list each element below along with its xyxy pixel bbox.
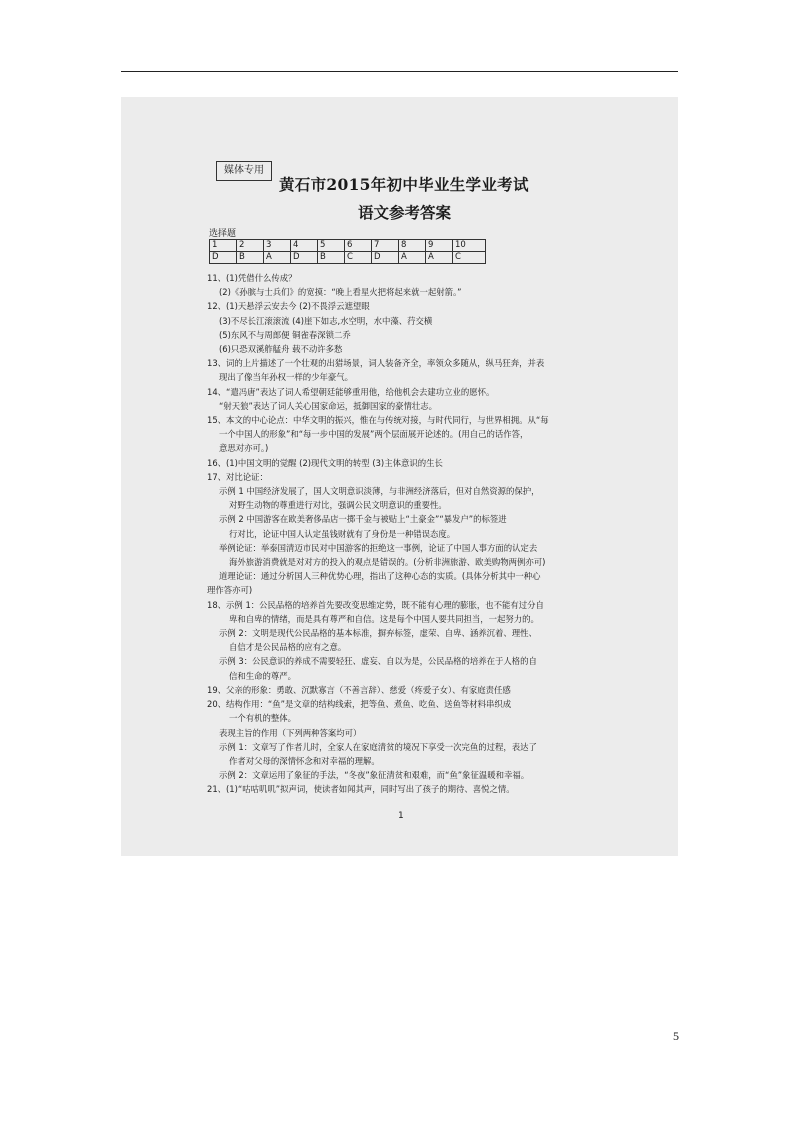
answer-line: 卑和自卑的情绪，而是具有尊严和自信。这是每个中国人要共同担当，一起努力的。 xyxy=(229,613,539,624)
mc-answer-row xyxy=(210,252,486,264)
mc-answer: A xyxy=(264,252,291,264)
header-rule xyxy=(121,71,678,72)
answer-line: 15、本文的中心论点：中华文明的振兴，惟在与传统对接，与时代同行，与世界相拥。从“每 xyxy=(207,415,549,426)
answer-line: 示例 2 中国游客在欧美奢侈品店一掷千金与被贴上“土豪金”“暴发户”的标签进 xyxy=(219,514,507,525)
answer-line: (5)东风不与周郎便 铜雀春深锁二乔 xyxy=(219,329,351,340)
answer-line: 举例论证：举泰国清迈市民对中国游客的拒绝这一事例，论证了中国人事方面的认定去 xyxy=(219,542,538,553)
mc-number: 10 xyxy=(453,240,486,252)
answer-line: (2)《孙膑与士兵们》的宽摸：“晚上看星火把将起来就一起射箭。” xyxy=(219,287,462,298)
answer-line: 示例 1：文章写了作者儿时，全家人在家庭清贫的境况下享受一次完鱼的过程，表达了 xyxy=(219,741,537,752)
answer-line: 作者对父母的深情怀念和对幸福的理解。 xyxy=(229,755,380,766)
answer-line: 示例 1 中国经济发展了，国人文明意识淡薄，与非洲经济落后，但对自然资源的保护， xyxy=(219,486,540,497)
answer-line: 21、(1)“咕咕叽叽”拟声词，使读者如闻其声，同时写出了孩子的期待、喜悦之情。 xyxy=(207,784,515,795)
mc-answer: D xyxy=(372,252,399,264)
mc-number: 5 xyxy=(318,240,345,252)
answer-line: 表现主旨的作用（下列两种答案均可） xyxy=(219,727,362,738)
answer-line: 意思对亦可。) xyxy=(219,443,269,454)
mc-number: 8 xyxy=(399,240,426,252)
answer-line: 12、(1)天悬浮云安去今 (2)不畏浮云遮望眼 xyxy=(207,301,370,312)
answer-line: 11、(1)凭借什么传成？ xyxy=(207,273,297,283)
answer-list xyxy=(207,271,677,797)
mc-number: 6 xyxy=(345,240,372,252)
multiple-choice-table xyxy=(209,239,486,264)
inner-page-number: 1 xyxy=(398,811,404,821)
mc-number-row xyxy=(210,240,486,252)
answer-line: 19、父亲的形象：勇敢、沉默寡言（不善言辞）、慈爱（疼爱子女）、有家庭责任感 xyxy=(207,684,511,695)
mc-number: 7 xyxy=(372,240,399,252)
answer-line: (6)只恐双溪舴艋舟 载不动许多愁 xyxy=(219,344,343,355)
answer-line: 道理论证：通过分析国人三种优势心理，指出了这种心态的实质。(具体分析其中一种心 xyxy=(219,571,541,582)
mc-number: 2 xyxy=(237,240,264,252)
mc-answer: D xyxy=(291,252,318,264)
exam-title: 黄石市2015年初中毕业生学业考试 xyxy=(279,175,529,194)
scanned-answer-sheet xyxy=(121,97,678,856)
mc-answer: C xyxy=(453,252,486,264)
answer-line: 海外旅游消费就是对对方的投入的观点是错误的。(分析非洲旅游、欧美购物两例亦可) xyxy=(229,557,546,568)
multiple-choice-label: 选择题 xyxy=(209,229,237,239)
mc-answer: A xyxy=(399,252,426,264)
mc-answer: B xyxy=(318,252,345,264)
answer-line: 一个中国人的形象”和“每一步中国的发展”两个层面展开论述的。(用自己的话作答， xyxy=(219,429,529,440)
answer-line: 一个有机的整体。 xyxy=(229,713,296,724)
mc-number: 4 xyxy=(291,240,318,252)
answer-line: 16、(1)中国文明的觉醒 (2)现代文明的转型 (3)主体意识的生长 xyxy=(207,457,443,468)
mc-number: 3 xyxy=(264,240,291,252)
mc-answer: B xyxy=(237,252,264,264)
answer-line: 现出了像当年孙权一样的少年豪气。 xyxy=(219,372,353,383)
mc-answer: A xyxy=(426,252,453,264)
answer-line: 信和生命的尊严。 xyxy=(229,670,296,681)
media-stamp: 媒体专用 xyxy=(216,161,272,181)
answer-line: 14、“遣冯唐”表达了词人希望朝廷能够重用他，给他机会去建功立业的愿怀。 xyxy=(207,386,495,397)
answer-line: “射天狼”表达了词人关心国家命运，抵御国家的豪情壮志。 xyxy=(219,400,438,411)
answer-line: 对野生动物的尊重进行对比，强调公民文明意识的重要性。 xyxy=(229,500,447,511)
mc-number: 1 xyxy=(210,240,237,252)
answer-line: 20、结构作用：“鱼”是文章的结构线索，把等鱼、煮鱼、吃鱼、送鱼等材料串织成 xyxy=(207,699,512,710)
page-number: 5 xyxy=(673,1029,679,1043)
mc-answer: D xyxy=(210,252,237,264)
answer-line: 18、示例 1：公民品格的培养首先要改变思维定势，既不能有心理的膨胀，也不能有过分自 xyxy=(207,599,544,610)
answer-line: 示例 2：文章运用了象征的手法，“冬夜”象征清贫和艰难，而“鱼”象征温暖和幸福。 xyxy=(219,770,530,781)
answer-line: 行对比，论证中国人认定虽钱财就有了身份是一种错误态度。 xyxy=(229,528,456,539)
mc-number: 9 xyxy=(426,240,453,252)
mc-answer: C xyxy=(345,252,372,264)
answer-line: 理作答亦可) xyxy=(207,585,253,596)
exam-subtitle: 语文参考答案 xyxy=(358,203,452,222)
answer-line: 示例 3：公民意识的养成不需要轻狂、虚妄、自以为是，公民品格的培养在于人格的自 xyxy=(219,656,537,667)
answer-line: 13、词的上片描述了一个壮观的出猎场景，词人装备齐全，率领众多随从，纵马狂奔，并表 xyxy=(207,358,545,369)
answer-line: 自信才是公民品格的应有之意。 xyxy=(229,642,347,653)
answer-line: 17、对比论证： xyxy=(207,471,268,482)
answer-line: 示例 2：文明是现代公民品格的基本标准，摒弃标签，虚荣、自卑、涵养沉着、理性、 xyxy=(219,628,537,639)
answer-line: (3)不尽长江滚滚流 (4)崖下如志,水空明，水中藻、荇交横 xyxy=(219,315,433,326)
